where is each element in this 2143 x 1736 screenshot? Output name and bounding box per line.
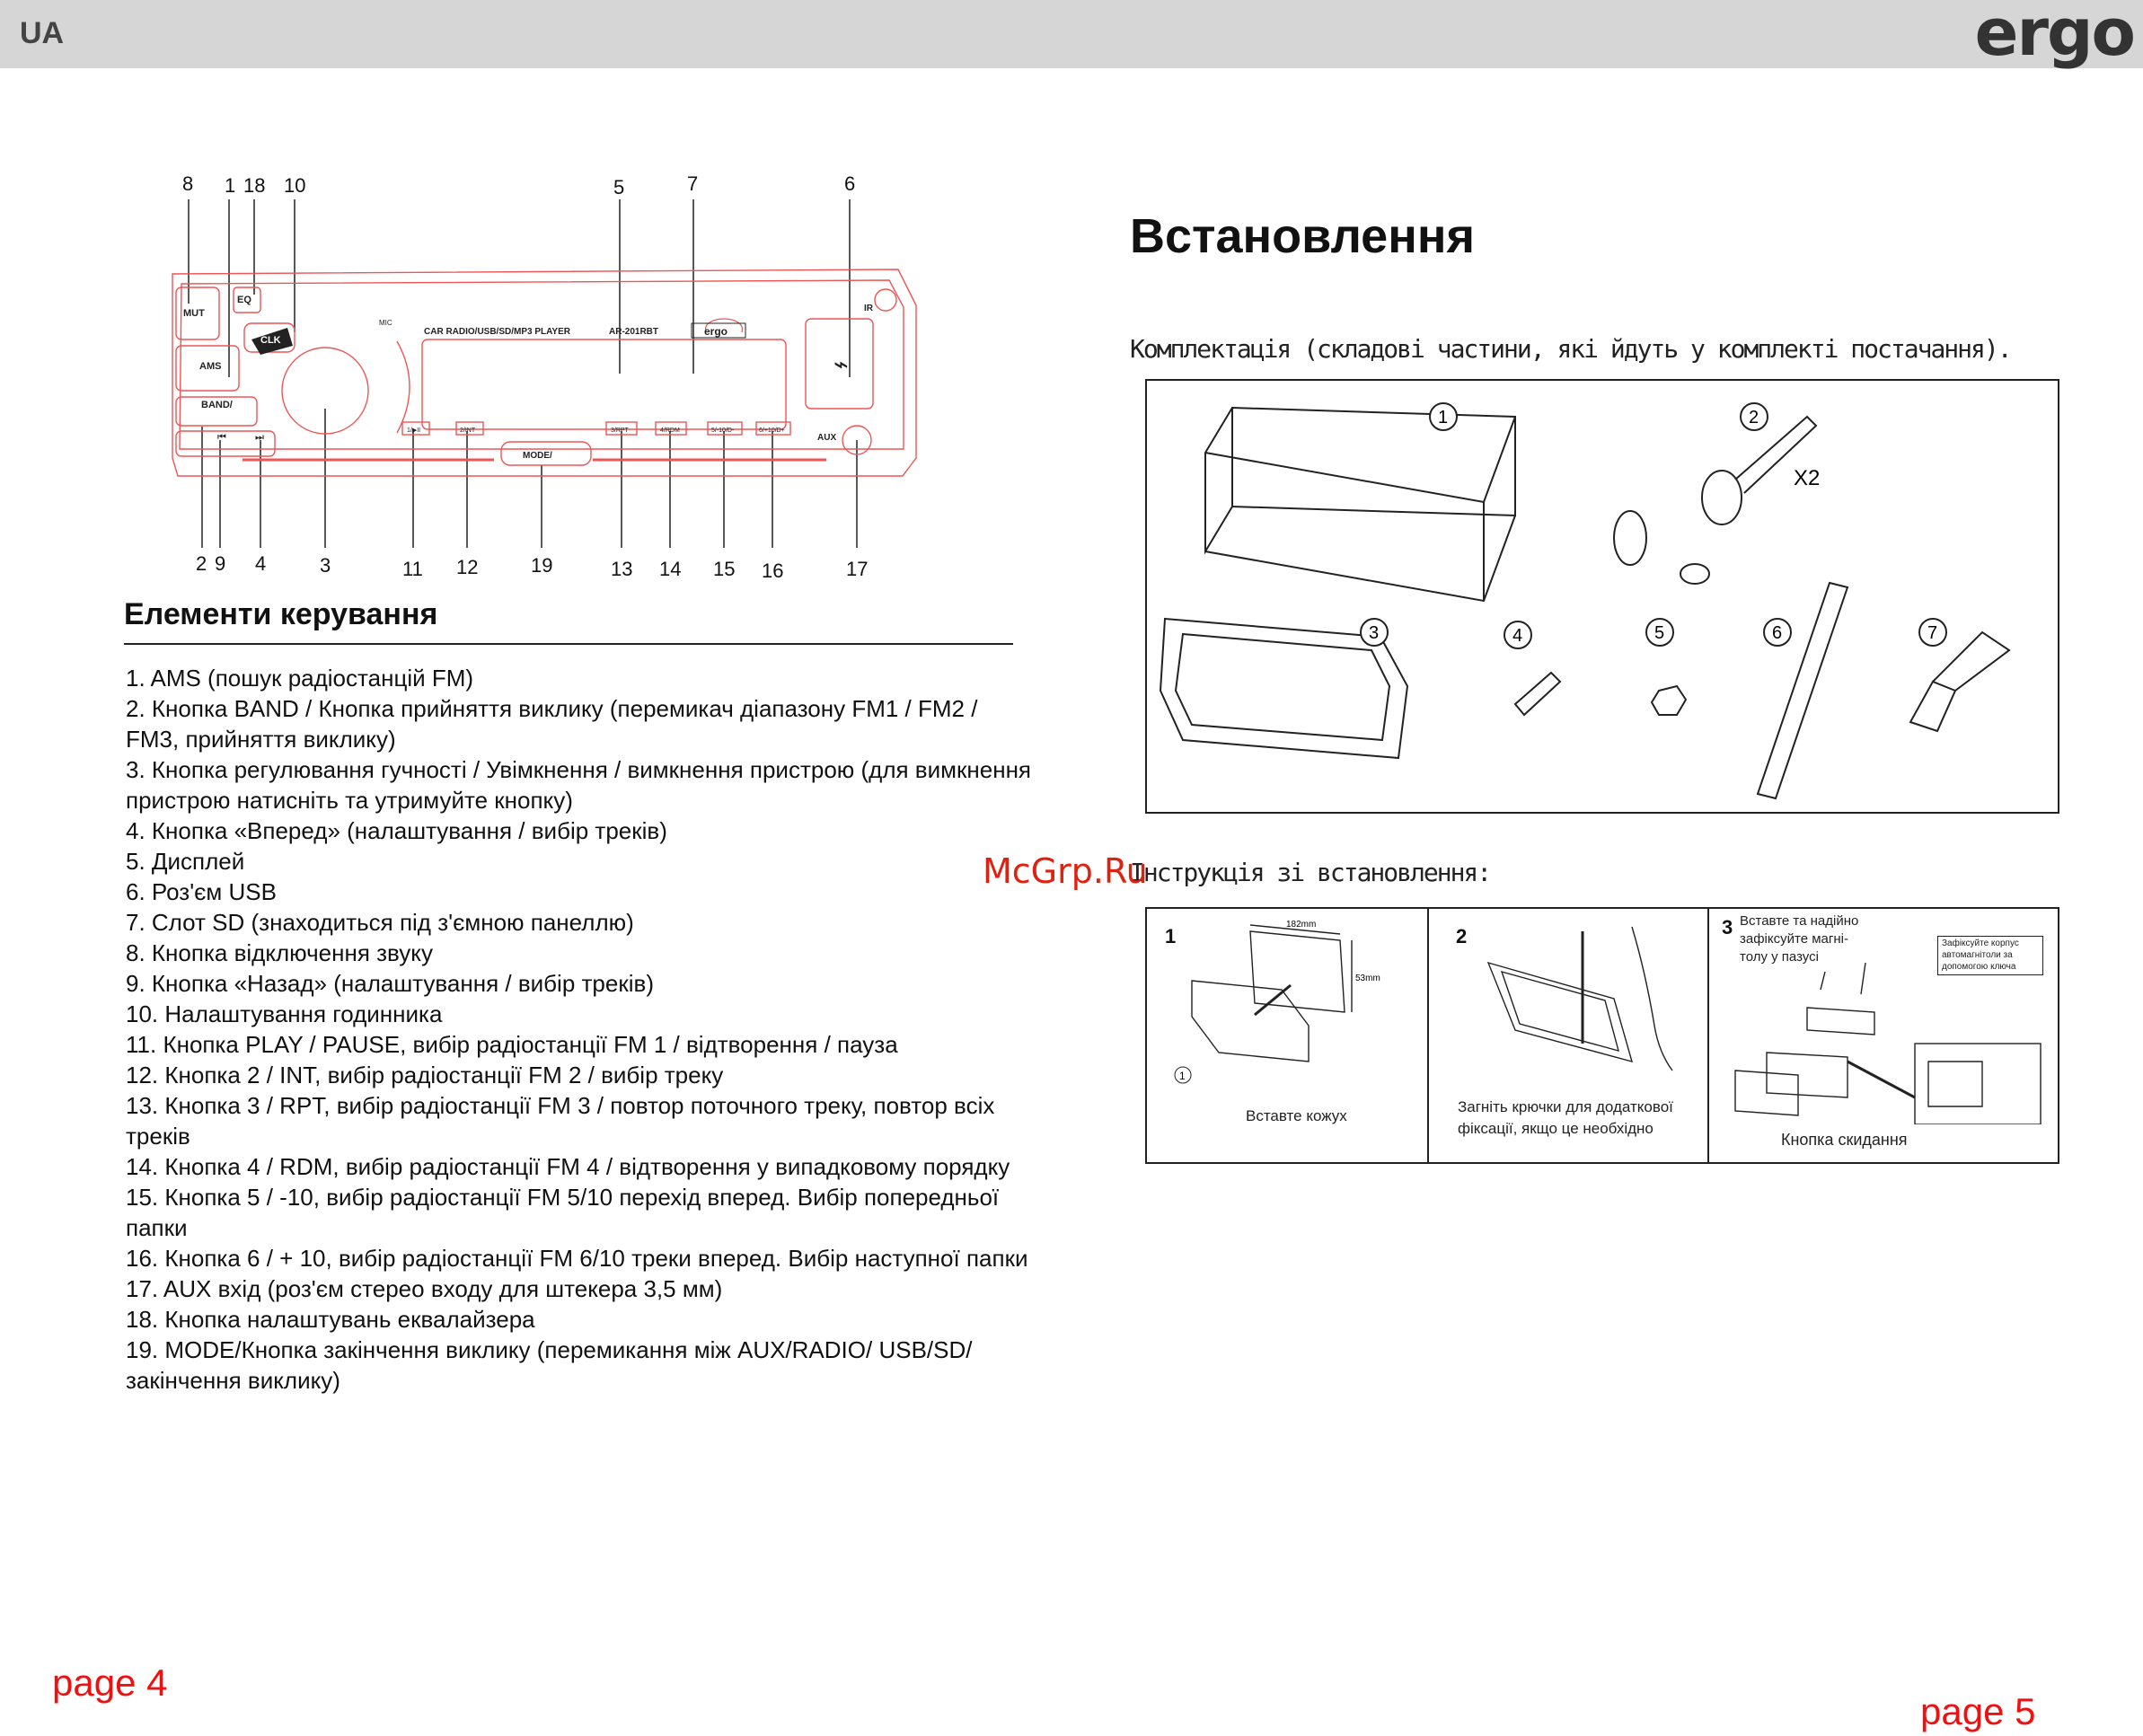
kit-num-4: 4: [1512, 626, 1523, 646]
kit-text: Комплектація (складові частини, які йдуть у комплекті постачання).: [1130, 334, 2011, 364]
callout-4: 4: [255, 552, 267, 575]
label-band: BAND/: [201, 400, 233, 410]
installation-title: Встановлення: [1130, 209, 1475, 263]
label-btn1: 1/▶II: [407, 427, 421, 434]
steps-box: [1145, 907, 2059, 1164]
kit-num-2: 2: [1749, 408, 1759, 427]
kit-num-1: 1: [1438, 408, 1449, 427]
label-aux: AUX: [817, 433, 837, 443]
list-item: 4. Кнопка «Вперед» (налаштування / вибір треків): [126, 817, 667, 844]
list-item: 8. Кнопка відключення звуку: [126, 939, 433, 966]
label-btn4: 4/RDM: [660, 427, 680, 434]
label-model: AR-201RBT: [609, 327, 659, 337]
kit-x2: X2: [1794, 466, 1821, 490]
kit-num-6: 6: [1772, 623, 1783, 643]
callout-13: 13: [611, 558, 633, 580]
instr-text: Інструкція зі встановлення:: [1130, 858, 1491, 887]
list-item: 10. Налаштування годинника: [126, 1000, 443, 1027]
callout-7: 7: [687, 172, 699, 195]
list-item: 13. Кнопка 3 / RPT, вибір радіостанції FM 3 / повтор поточного треку, повтор всіх треків: [126, 1092, 995, 1150]
list-item: 1. AMS (пошук радіостанцій FM): [126, 665, 474, 692]
step-2-number: 2: [1456, 925, 1468, 947]
list-item: 7. Слот SD (знаходиться під з'ємною панеллю): [126, 909, 634, 936]
list-item: 9. Кнопка «Назад» (налаштування / вибір треків): [126, 970, 654, 997]
usb-icon: ⌁: [833, 350, 849, 378]
step-1-drawing: [1165, 918, 1416, 1097]
label-mut: MUT: [183, 308, 205, 319]
list-item: 3. Кнопка регулювання гучності / Увімкнення / вимкнення пристрою (для вимкнення пристрою натисніть та утримуйте кнопку): [126, 756, 1032, 814]
label-btn6: 6/+10/D+: [759, 427, 785, 434]
language-label: UA: [20, 16, 65, 50]
list-item: 17. AUX вхід (роз'єм стерео входу для штекера 3,5 мм): [126, 1275, 723, 1302]
label-clk: CLK: [260, 335, 281, 346]
front-panel-diagram: [162, 171, 952, 593]
label-ir: IR: [864, 304, 873, 313]
list-item: 19. MODE/Кнопка закінчення виклику (перемикання між AUX/RADIO/ USB/SD/закінчення виклику): [126, 1336, 973, 1394]
label-mic: MIC: [379, 319, 392, 327]
step-1-caption: Вставте кожух: [1246, 1107, 1347, 1124]
callout-2: 2: [196, 552, 207, 575]
step-3-note-2: зафіксуйте магні-: [1740, 931, 1848, 947]
callout-18: 18: [243, 174, 266, 197]
callout-12: 12: [456, 556, 479, 578]
callout-3: 3: [320, 554, 331, 577]
callout-10: 10: [284, 174, 306, 197]
step-divider: [1707, 909, 1709, 1162]
front-panel-drawing: [162, 171, 952, 593]
svg-text:1: 1: [1179, 1070, 1186, 1082]
page-number-right: page 5: [1920, 1690, 2036, 1732]
callout-line-2: автомагнітоли за: [1942, 950, 2013, 960]
list-item: 18. Кнопка налаштувань еквалайзера: [126, 1306, 535, 1333]
list-item: 5. Дисплей: [126, 848, 245, 875]
callout-line-3: допомогою ключа: [1942, 962, 2016, 972]
step-3-note-3: толу у пазусі: [1740, 949, 1819, 965]
list-item: 12. Кнопка 2 / INT, вибір радіостанції FM 2 / вибір треку: [126, 1062, 724, 1088]
controls-title: Елементи керування: [124, 597, 438, 631]
next-icon: ⏭: [255, 432, 264, 443]
step-divider: [1427, 909, 1429, 1162]
step-2-drawing: [1452, 918, 1695, 1097]
kit-num-7: 7: [1927, 623, 1938, 643]
watermark: McGrp.Ru: [983, 851, 1148, 891]
callout-1: 1: [225, 174, 236, 197]
kit-box: [1145, 379, 2059, 814]
callout-line-1: Зафіксуйте корпус: [1942, 938, 2019, 948]
dim-width: 182mm: [1286, 920, 1317, 930]
kit-drawing: [1147, 381, 2058, 812]
label-btn2: 2/INT: [460, 427, 476, 434]
list-item: 2. Кнопка BAND / Кнопка прийняття виклику (перемикач діапазону FM1 / FM2 / FM3, прийняття виклику): [126, 695, 978, 753]
label-eq: EQ: [237, 295, 251, 305]
list-item: 11. Кнопка PLAY / PAUSE, вибір радіостанції FM 1 / відтворення / пауза: [126, 1031, 898, 1058]
page-header: [0, 0, 2143, 68]
page-number-left: page 4: [52, 1661, 168, 1704]
kit-num-5: 5: [1654, 623, 1665, 643]
label-btn5: 5/-10/D-: [711, 427, 735, 434]
step-3-drawing: [1713, 963, 2054, 1124]
step-1-number: 1: [1165, 925, 1177, 947]
callout-16: 16: [762, 560, 784, 582]
step-3-note-1: Вставте та надійно: [1740, 913, 1859, 929]
callout-6: 6: [844, 172, 856, 195]
callout-9: 9: [215, 552, 226, 575]
ergo-logo: ergo: [1974, 0, 2134, 70]
callout-11: 11: [402, 558, 423, 580]
kit-num-3: 3: [1369, 623, 1380, 643]
callout-19: 19: [531, 554, 553, 577]
step-3-caption: Кнопка скидання: [1781, 1131, 1908, 1149]
controls-divider: [124, 643, 1013, 645]
callout-17: 17: [846, 558, 869, 580]
prev-icon: ⏮: [217, 432, 226, 443]
callout-15: 15: [713, 558, 736, 580]
list-item: 15. Кнопка 5 / -10, вибір радіостанції FM 5/10 перехід вперед. Вибір попередньої папки: [126, 1184, 1000, 1241]
callout-5: 5: [613, 176, 625, 198]
label-ams: AMS: [199, 361, 222, 372]
controls-list: [126, 663, 1033, 1396]
label-model-text: CAR RADIO/USB/SD/MP3 PLAYER: [424, 327, 570, 337]
step-3-number: 3: [1722, 916, 1733, 938]
label-btn3: 3/RPT: [611, 427, 629, 434]
label-mode: MODE/: [523, 451, 552, 461]
callout-14: 14: [659, 558, 682, 580]
callout-8: 8: [182, 172, 194, 195]
dim-height: 53mm: [1355, 974, 1380, 983]
list-item: 16. Кнопка 6 / + 10, вибір радіостанції FM 6/10 треки вперед. Вибір наступної папки: [126, 1245, 1028, 1272]
list-item: 6. Роз'єм USB: [126, 878, 277, 905]
label-brand: ergo: [704, 325, 728, 338]
list-item: 14. Кнопка 4 / RDM, вибір радіостанції FM 4 / відтворення у випадковому порядку: [126, 1153, 1010, 1180]
step-2-caption-1: Загніть крючки для додаткової: [1458, 1098, 1673, 1115]
step-2-caption-2: фіксації, якщо це необхідно: [1458, 1120, 1654, 1137]
